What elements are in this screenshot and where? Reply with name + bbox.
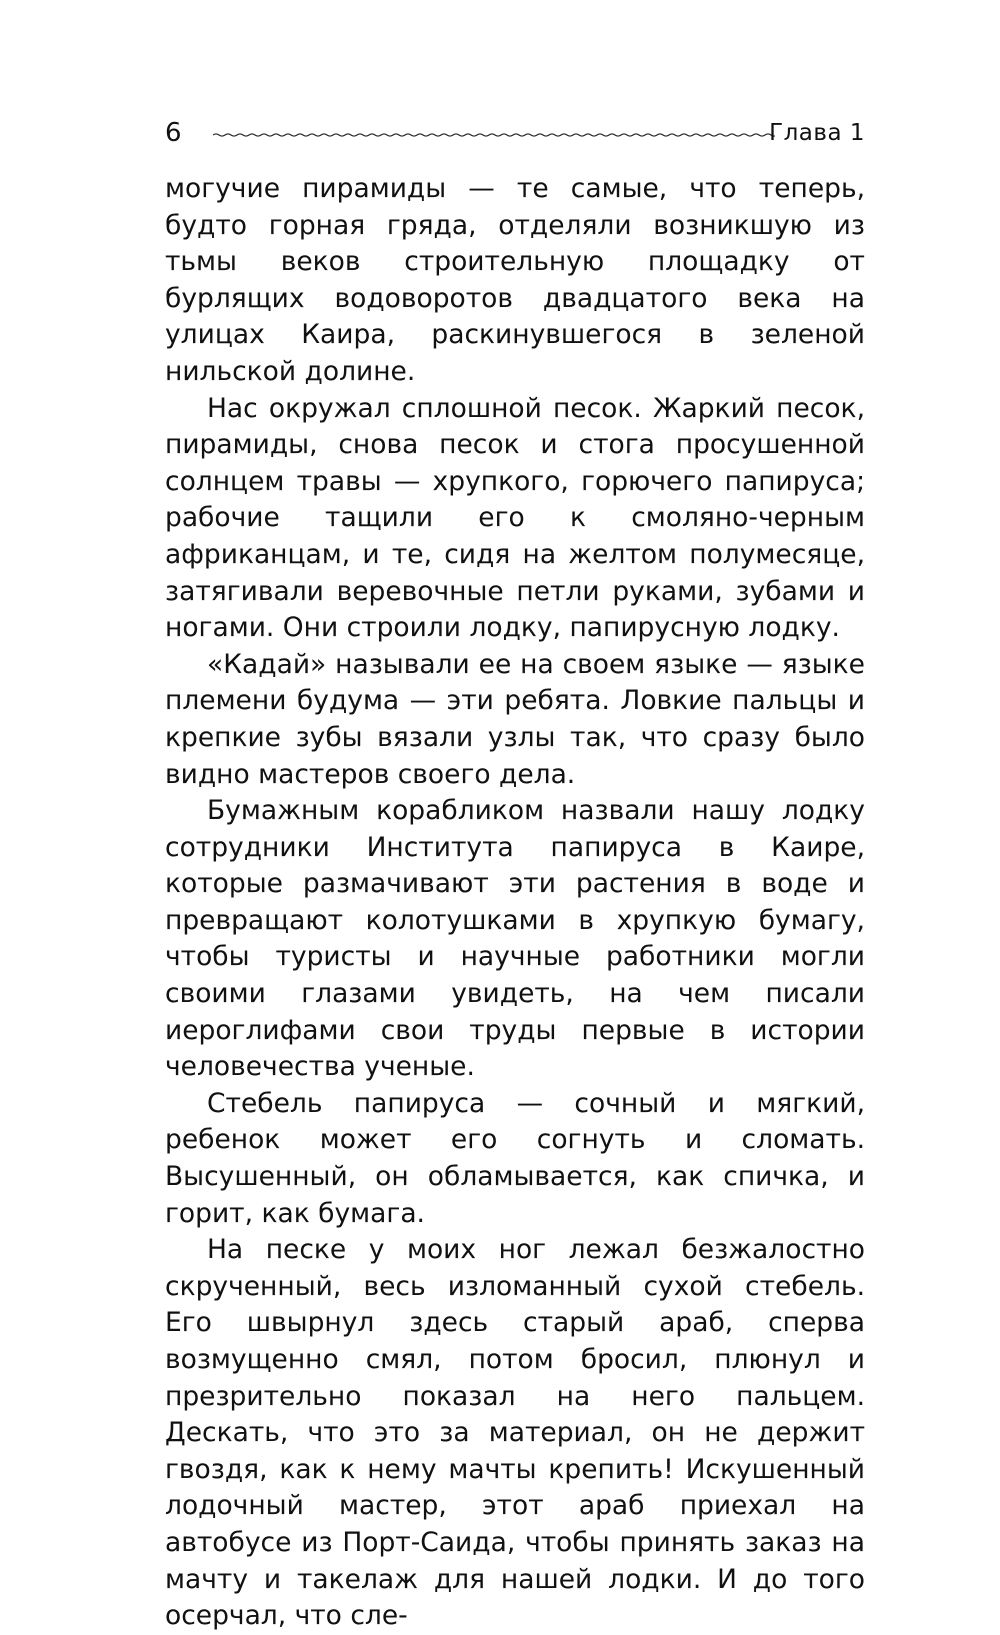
paragraph-4: Бумажным корабликом назвали нашу лодку сотрудники Института папируса в Каире, которые размачивают эти растения в воде и превращают колотушками в хрупкую бумагу, чтобы туристы и научные работники могли своими глазами увидеть, на чем писали иероглифами свои труды первые в истории человечества ученые.	[165, 795, 865, 1083]
paragraph-5: Стебель папируса — сочный и мягкий, ребенок может его согнуть и сломать. Высушенный, он обламывается, как спичка, и горит, как бумага.	[165, 1087, 865, 1229]
chapter-title: Глава 1	[769, 120, 865, 146]
paragraph-6: На песке у моих ног лежал безжалостно скрученный, весь изломанный сухой стебель. Его швырнул здесь старый араб, сперва возмущенно смял, потом бросил, плюнул и презрительно показал на него пальцем. Дескать, что это за материал, он не держит гвоздя, как к нему мачты крепить! Искушенный лодочный мастер, этот араб приехал на автобусе из Порт-Саида, чтобы принять заказ на мачту и такелаж для нашей лодки. И до того осерчал, что сле-	[165, 1234, 865, 1632]
paragraph-1: могучие пирамиды — те самые, что теперь, будто горная гряда, отделяли возникшую из тьмы веков строительную площадку от бурлящих водоворотов двадцатого века на улицах Каира, раскинувшегося в зеленой нильской долине.	[165, 173, 865, 387]
paragraph-3: «Кадай» называли ее на своем языке — языке племени будума — эти ребята. Ловкие пальцы и крепкие зубы вязали узлы так, что сразу было видно мастеров своего дела.	[165, 648, 865, 790]
body-text	[165, 171, 865, 1635]
page-header	[165, 114, 865, 154]
page-number: 6	[165, 118, 182, 148]
wavy-divider-ornament	[213, 130, 775, 140]
paragraph-2: Нас окружал сплошной песок. Жаркий песок, пирамиды, снова песок и стога просушенной солнцем травы — хрупкого, горючего папируса; рабочие тащили его к смоляно-черным африканцам, и те, сидя на желтом полумесяце, затягивали веревочные петли руками, зубами и ногами. Они строили лодку, папирусную лодку.	[165, 392, 865, 644]
